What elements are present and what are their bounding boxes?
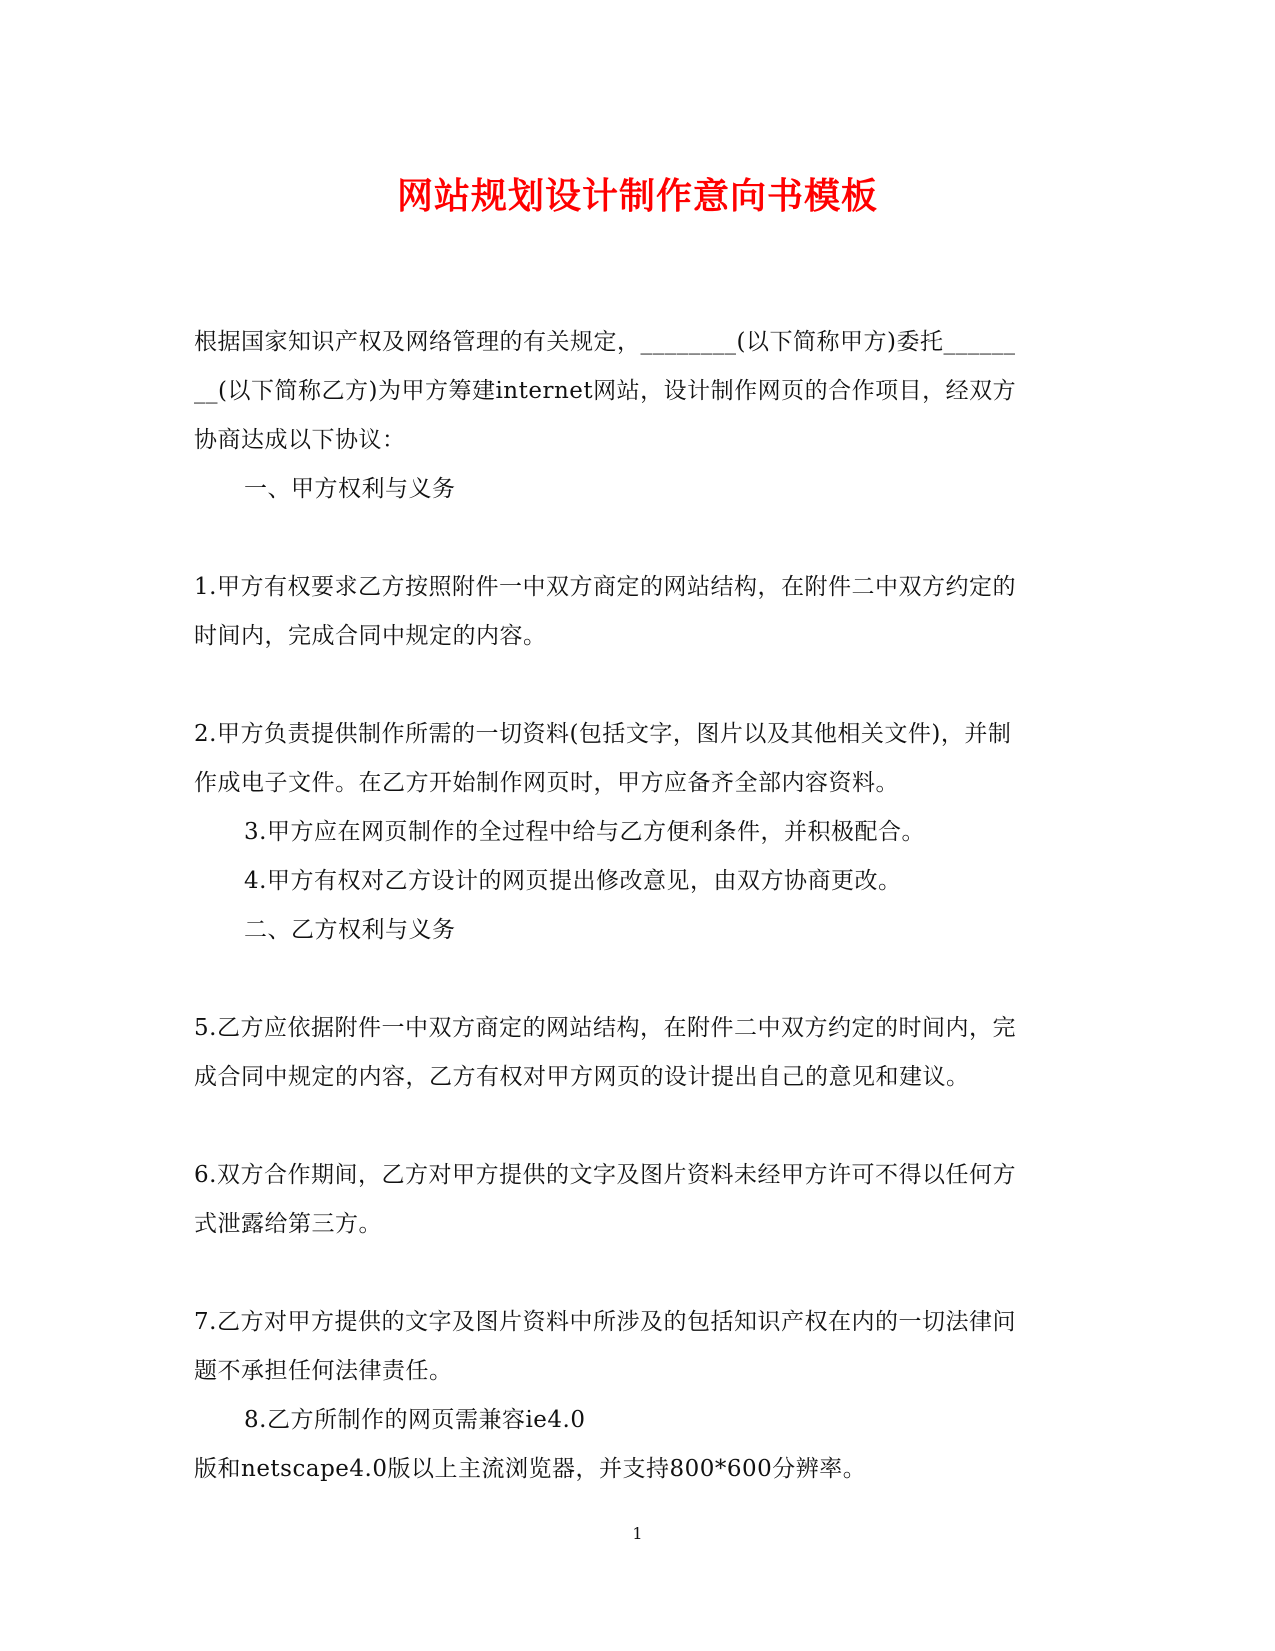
item-5-line-2: 成合同中规定的内容，乙方有权对甲方网页的设计提出自己的意见和建议。 [194, 1064, 970, 1090]
section-1-heading: 一、甲方权利与义务 [244, 476, 456, 502]
page-number: 1 [632, 1524, 643, 1543]
document-body [194, 318, 1076, 1494]
item-4: 4.甲方有权对乙方设计的网页提出修改意见，由双方协商更改。 [244, 868, 902, 894]
item-7-line-2: 题不承担任何法律责任。 [194, 1358, 453, 1384]
item-1-line-1: 1.甲方有权要求乙方按照附件一中双方商定的网站结构，在附件二中双方约定的 [194, 574, 1016, 600]
intro-line-1: 根据国家知识产权及网络管理的有关规定，________(以下简称甲方)委托______ [194, 329, 1016, 355]
item-1-line-2: 时间内，完成合同中规定的内容。 [194, 623, 547, 649]
document-title: 网站规划设计制作意向书模板 [396, 175, 878, 217]
item-5-line-1: 5.乙方应依据附件一中双方商定的网站结构，在附件二中双方约定的时间内，完 [194, 1015, 1016, 1041]
item-8-line-1: 8.乙方所制作的网页需兼容ie4.0 [244, 1407, 586, 1433]
intro-line-2: __(以下简称乙方)为甲方筹建internet网站，设计制作网页的合作项目，经双方 [194, 378, 1017, 404]
section-2-heading: 二、乙方权利与义务 [244, 917, 456, 943]
item-8-line-2: 版和netscape4.0版以上主流浏览器，并支持800*600分辨率。 [194, 1456, 867, 1482]
intro-line-3: 协商达成以下协议： [194, 427, 406, 453]
item-6-line-1: 6.双方合作期间，乙方对甲方提供的文字及图片资料未经甲方许可不得以任何方 [194, 1162, 1016, 1188]
item-7-line-1: 7.乙方对甲方提供的文字及图片资料中所涉及的包括知识产权在内的一切法律问 [194, 1309, 1016, 1335]
item-2-line-2: 作成电子文件。在乙方开始制作网页时，甲方应备齐全部内容资料。 [194, 770, 899, 796]
item-3: 3.甲方应在网页制作的全过程中给与乙方便利条件，并积极配合。 [244, 819, 925, 845]
item-6-line-2: 式泄露给第三方。 [194, 1211, 382, 1237]
item-2-line-1: 2.甲方负责提供制作所需的一切资料(包括文字，图片以及其他相关文件)，并制 [194, 721, 1012, 747]
